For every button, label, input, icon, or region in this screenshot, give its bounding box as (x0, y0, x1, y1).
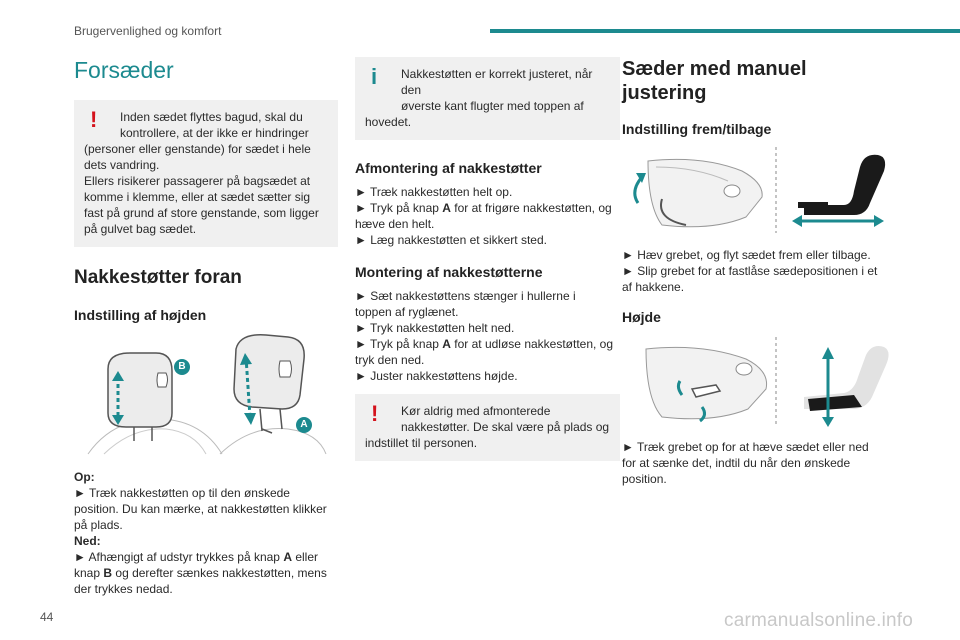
column-3 (622, 57, 912, 487)
section-title-manual-seats: Sæder med manuel justering (622, 58, 807, 104)
seat-height-illustration (622, 337, 898, 427)
section-title-mounting: Montering af nakkestøtterne (355, 264, 543, 280)
removal-steps: ► Træk nakkestøtten helt op. ► Tryk på knap A for at frigøre nakkestøtten, og hæve den helt. ► Læg nakkestøtten et sikkert sted. (355, 185, 612, 247)
fore-aft-steps: ► Hæv grebet, og flyt sædet frem eller tilbage. ► Slip grebet for at fastlåse sædepositionen i et af hakkene. (622, 248, 878, 294)
button-a-label: A (296, 417, 312, 433)
headrest-figure (74, 329, 338, 459)
headrest-illustration (74, 329, 338, 459)
op-label: Op: (74, 470, 95, 484)
watermark: carmanualsonline.info (724, 610, 914, 631)
button-b-label: B (174, 359, 190, 375)
warning-icon: ! (90, 107, 98, 132)
section-title-headrests: Nakkestøtter foran (74, 267, 242, 288)
warning-icon: ! (371, 401, 379, 426)
warning-box-seat-movement: ! Inden sædet flyttes bagud, skal du kontrollere, at der ikke er hindringer (personer eller genstande) for sædet i hele dets vandring. Ellers risikerer passagerer på bagsædet at komme i klemme, eller at sædet sætter sig fast på grund af store genstande, som ligger på gulvet bag sædet. (74, 100, 338, 247)
fore-aft-illustration (622, 147, 898, 233)
section-title-removal: Afmontering af nakkestøtter (355, 160, 542, 176)
warning-box-headrests: ! Kør aldrig med afmonterede nakkestøtter. De skal være på plads og indstillet til personen. (355, 394, 620, 461)
subsection-title-fore-aft: Indstilling frem/tilbage (622, 121, 772, 137)
ned-label: Ned: (74, 534, 101, 548)
subsection-title-height-seat: Højde (622, 309, 661, 325)
column-2 (355, 57, 620, 461)
info-box-headrest-adjust: i Nakkestøtten er korrekt justeret, når den øverste kant flugter med toppen af hovedet. (355, 57, 620, 140)
subsection-title-height: Indstilling af højden (74, 307, 207, 323)
column-1: Forsæder ! Inden sædet flyttes bagud, skal du kontrollere, at der ikke er hindringer (personer eller genstande) for sædet i hele dets vandring. Ellers risikerer passagerer på bagsædet at komme i klemme, eller at sædet sætter sig fast på grund af store genstande, som ligger på gulvet bag sædet. Nakkestøtter foran Indstilling af højden B A Op: ► Træk nakkestøtten op til den ønskede position. Du kan mærke, at nakkestøtten klikker på plads. Ned: ► Afhængigt af udstyr trykkes på knap A eller knap B og derefter sænkes nakkestøtten, mens der trykkes nedad. (74, 57, 338, 597)
page-title: Forsæder (74, 57, 174, 83)
mounting-steps: ► Sæt nakkestøttens stænger i hullerne i toppen af ryglænet. ► Tryk nakkestøtten helt ned. ► Tryk på knap A for at udløse nakkestøtten, og tryk den ned. ► Juster nakkestøttens højde. (355, 289, 614, 383)
header-accent-bar (490, 29, 960, 33)
page-number: 44 (40, 610, 54, 624)
height-steps: ► Træk grebet op for at hæve sædet eller ned for at sænke det, indtil du når den ønskede position. (622, 440, 869, 486)
info-icon: i (371, 64, 378, 89)
running-header: Brugervenlighed og komfort (74, 24, 222, 38)
